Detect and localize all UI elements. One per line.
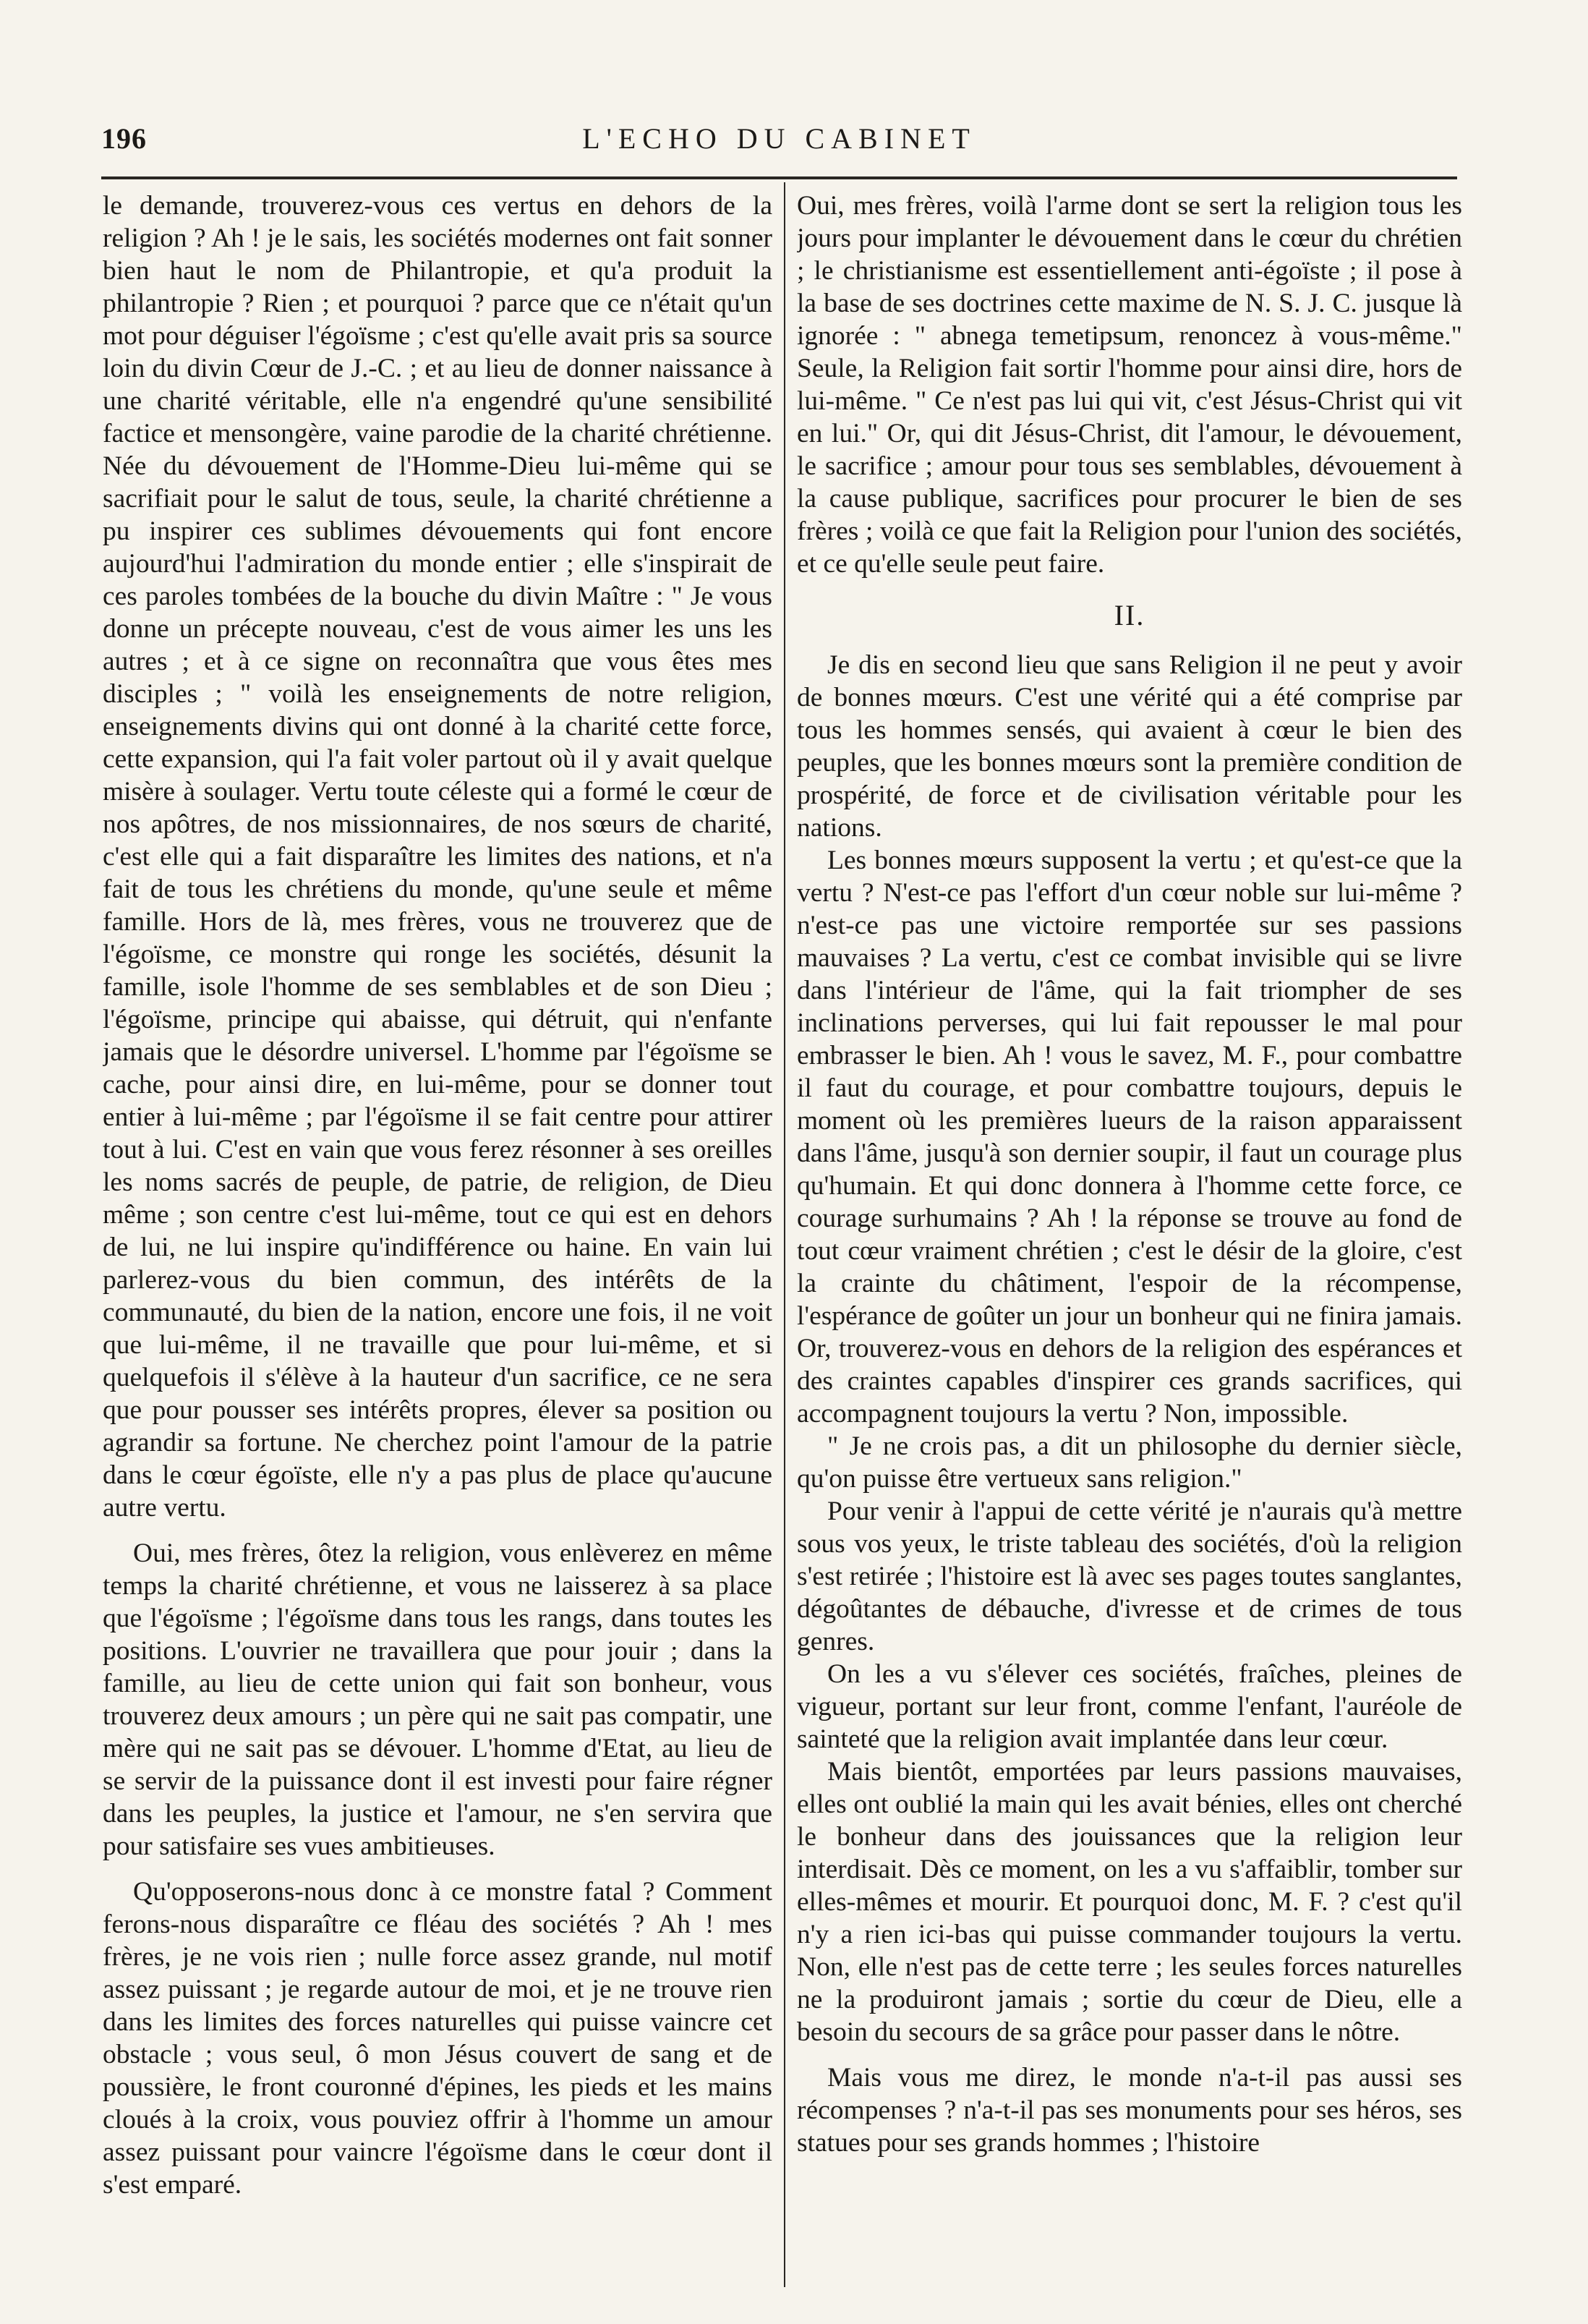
column-divider: [784, 182, 785, 2287]
paragraph: Pour venir à l'appui de cette vérité je n'aurais qu'à mettre sous vos yeux, le triste tableau des sociétés, d'où la religion s'est retirée ; l'histoire est là avec ses pages toutes sanglantes, dégoûtantes de débauche, d'ivresse et de crimes de tous genres.: [797, 1497, 1462, 1656]
paragraph: " Je ne crois pas, a dit un philosophe du dernier siècle, qu'on puisse être vertueux sans religion.": [797, 1431, 1462, 1494]
paragraph: le demande, trouverez-vous ces vertus en dehors de la religion ? Ah ! je le sais, les sociétés modernes ont fait sonner bien haut le nom de Philantropie, et qu'a produit la philantropie ? Rien ; et pourquoi ? parce que ce n'était qu'un mot pour déguiser l'égoïsme ; c'est qu'elle avait pris sa source loin du divin Cœur de J.-C. ; et au lieu de donner naissance à une charité véritable, elle n'a engendré qu'une sensibilité factice et mensongère, vaine parodie de la charité chrétienne. Née du dévouement de l'Homme-Dieu lui-même qui se sacrifiait pour le salut de tous, seule, la charité chrétienne a pu inspirer ces sublimes dévouements qui font encore aujourd'hui l'admiration du monde entier ; elle s'inspirait de ces paroles tombées de la bouche du divin Maître : " Je vous donne un précepte nouveau, c'est de vous aimer les uns les autres ; et à ce signe on reconnaîtra que vous êtes mes disciples ; " voilà les enseignements de notre religion, enseignements divins qui ont donné à la charité cette force, cette expansion, qui l'a fait voler partout où il y avait quelque misère à soulager. Vertu toute céleste qui a formé le cœur de nos apôtres, de nos missionnaires, de nos sœurs de charité, c'est elle qui a fait disparaître les limites des nations, et n'a fait de tous les chrétiens du monde, qu'une seule et même famille. Hors de là, mes frères, vous ne trouverez que de l'égoïsme, ce monstre qui ronge les sociétés, désunit la famille, isole l'homme de ses semblables et de son Dieu ; l'égoïsme, principe qui abaisse, qui détruit, qui n'enfante jamais que le désordre universel. L'homme par l'égoïsme se cache, pour ainsi dire, en lui-même, pour se donner tout entier à lui-même ; par l'égoïsme il se fait centre pour attirer tout à lui. C'est en vain que vous ferez résonner à ses oreilles les noms sacrés de peuple, de patrie, de religion, de Dieu même ; son centre c'est lui-même, tout ce qui est en dehors de lui, ne lui inspire qu'indifférence ou haine. En vain lui parlerez-vous du bien commun, des intérêts de la communauté, du bien de la nation, encore une fois, il ne voit que lui-même, il ne travaille que pour lui-même, et si quelquefois il s'élève à la hauteur d'un sacrifice, ce ne sera que pour pousser ses intérêts propres, élever sa position ou agrandir sa fortune. Ne cherchez point l'amour de la patrie dans le cœur égoïste, elle n'y a pas plus de place qu'aucune autre vertu.: [103, 191, 772, 1523]
paragraph: Oui, mes frères, ôtez la religion, vous enlèverez en même temps la charité chrétienne, et vous ne laisserez à sa place que l'égoïsme ; l'égoïsme dans tous les rangs, dans toutes les positions. L'ouvrier ne travaillera que pour jouir ; dans la famille, au lieu de cette union qui fait son bonheur, vous trouverez deux amours ; un père qui ne sait pas compatir, une mère qui ne sait pas se dévouer. L'homme d'Etat, au lieu de se servir de la puissance dont il est investi pour faire régner dans les peuples, la justice et l'amour, ne s'en servira que pour satisfaire ses vues ambitieuses.: [103, 1538, 772, 1861]
left-column: [103, 190, 772, 2302]
paragraph: Mais vous me direz, le monde n'a-t-il pas aussi ses récompenses ? n'a-t-il pas ses monuments pour ses héros, ses statues pour ses grands hommes ; l'histoire: [797, 2063, 1462, 2158]
running-title: L'ECHO DU CABINET: [582, 122, 976, 155]
paragraph: Qu'opposerons-nous donc à ce monstre fatal ? Comment ferons-nous disparaître ce fléau des sociétés ? Ah ! mes frères, je ne vois rien ; nulle force assez grande, nul motif assez puissant ; je regarde autour de moi, et je ne trouve rien dans les limites des forces naturelles qui puisse vaincre cet obstacle ; vous seul, ô mon Jésus couvert de sang et de poussière, le front couronné d'épines, les pieds et les mains cloués à la croix, vous pouviez offrir à l'homme un amour assez puissant pour vaincre l'égoïsme dans le cœur dont il s'est emparé.: [103, 1877, 772, 2200]
page-header: [101, 122, 1457, 172]
paragraph: Oui, mes frères, voilà l'arme dont se sert la religion tous les jours pour implanter le dévouement dans le cœur du chrétien ; le christianisme est essentiellement anti-égoïste ; il pose à la base de ses doctrines cette maxime de N. S. J. C. jusque là ignorée : " abnega temetipsum, renoncez à vous-même." Seule, la Religion fait sortir l'homme pour ainsi dire, hors de lui-même. " Ce n'est pas lui qui vit, c'est Jésus-Christ qui vit en lui." Or, qui dit Jésus-Christ, dit l'amour, le dévouement, le sacrifice ; amour pour tous ses semblables, dévouement à la cause publique, sacrifices pour procurer le bien de ses frères ; voilà ce que fait la Religion pour l'union des sociétés, et ce qu'elle seule peut faire.: [797, 191, 1462, 579]
header-rule: [101, 176, 1457, 179]
page-number: 196: [101, 122, 147, 155]
paragraph: Mais bientôt, emportées par leurs passions mauvaises, elles ont oublié la main qui les avait bénies, elles ont cherché le bonheur dans des jouissances que la religion leur interdisait. Dès ce moment, on les a vu s'affaiblir, tomber sur elles-mêmes et mourir. Et pourquoi donc, M. F. ? c'est qu'il n'y a rien ici-bas qui puisse commander toujours la vertu. Non, elle n'est pas de cette terre ; les seules forces naturelles ne la produiront jamais ; sortie du cœur de Dieu, elle a besoin du secours de sa grâce pour passer dans le nôtre.: [797, 1757, 1462, 2047]
paragraph: Les bonnes mœurs supposent la vertu ; et qu'est-ce que la vertu ? N'est-ce pas l'effort d'un cœur noble sur lui-même ? n'est-ce pas une victoire remportée sur ses passions mauvaises ? La vertu, c'est ce combat invisible qui se livre dans l'intérieur de l'âme, qui la fait triompher de ses inclinations perverses, qui lui fait repousser le mal pour embrasser le bien. Ah ! vous le savez, M. F., pour combattre il faut du courage, et pour combattre toujours, depuis le moment où les premières lueurs de la raison apparaissent dans l'âme, jusqu'à son dernier soupir, il faut un courage plus qu'humain. Et qui donc donnera à l'homme cette force, ce courage surhumains ? Ah ! la réponse se trouve au fond de tout cœur vraiment chrétien ; c'est le désir de la gloire, c'est la crainte du châtiment, l'espoir de la récompense, l'espérance de goûter un jour un bonheur qui ne finira jamais. Or, trouverez-vous en dehors de la religion des espérances et des craintes capables d'inspirer ces grands sacrifices, qui accompagnent toujours la vertu ? Non, impossible.: [797, 846, 1462, 1429]
paragraph: Je dis en second lieu que sans Religion il ne peut y avoir de bonnes mœurs. C'est une vérité qui a été comprise par tous les hommes sensés, qui avaient à cœur le bien des peuples, que les bonnes mœurs sont la première condition de prospérité, de force et de civilisation véritable pour les nations.: [797, 650, 1462, 843]
right-column: [797, 190, 1462, 2302]
section-heading: II.: [1114, 599, 1145, 631]
paragraph: On les a vu s'élever ces sociétés, fraîches, pleines de vigueur, portant sur leur front, comme l'enfant, l'auréole de sainteté que la religion avait implantée dans leur cœur.: [797, 1659, 1462, 1754]
